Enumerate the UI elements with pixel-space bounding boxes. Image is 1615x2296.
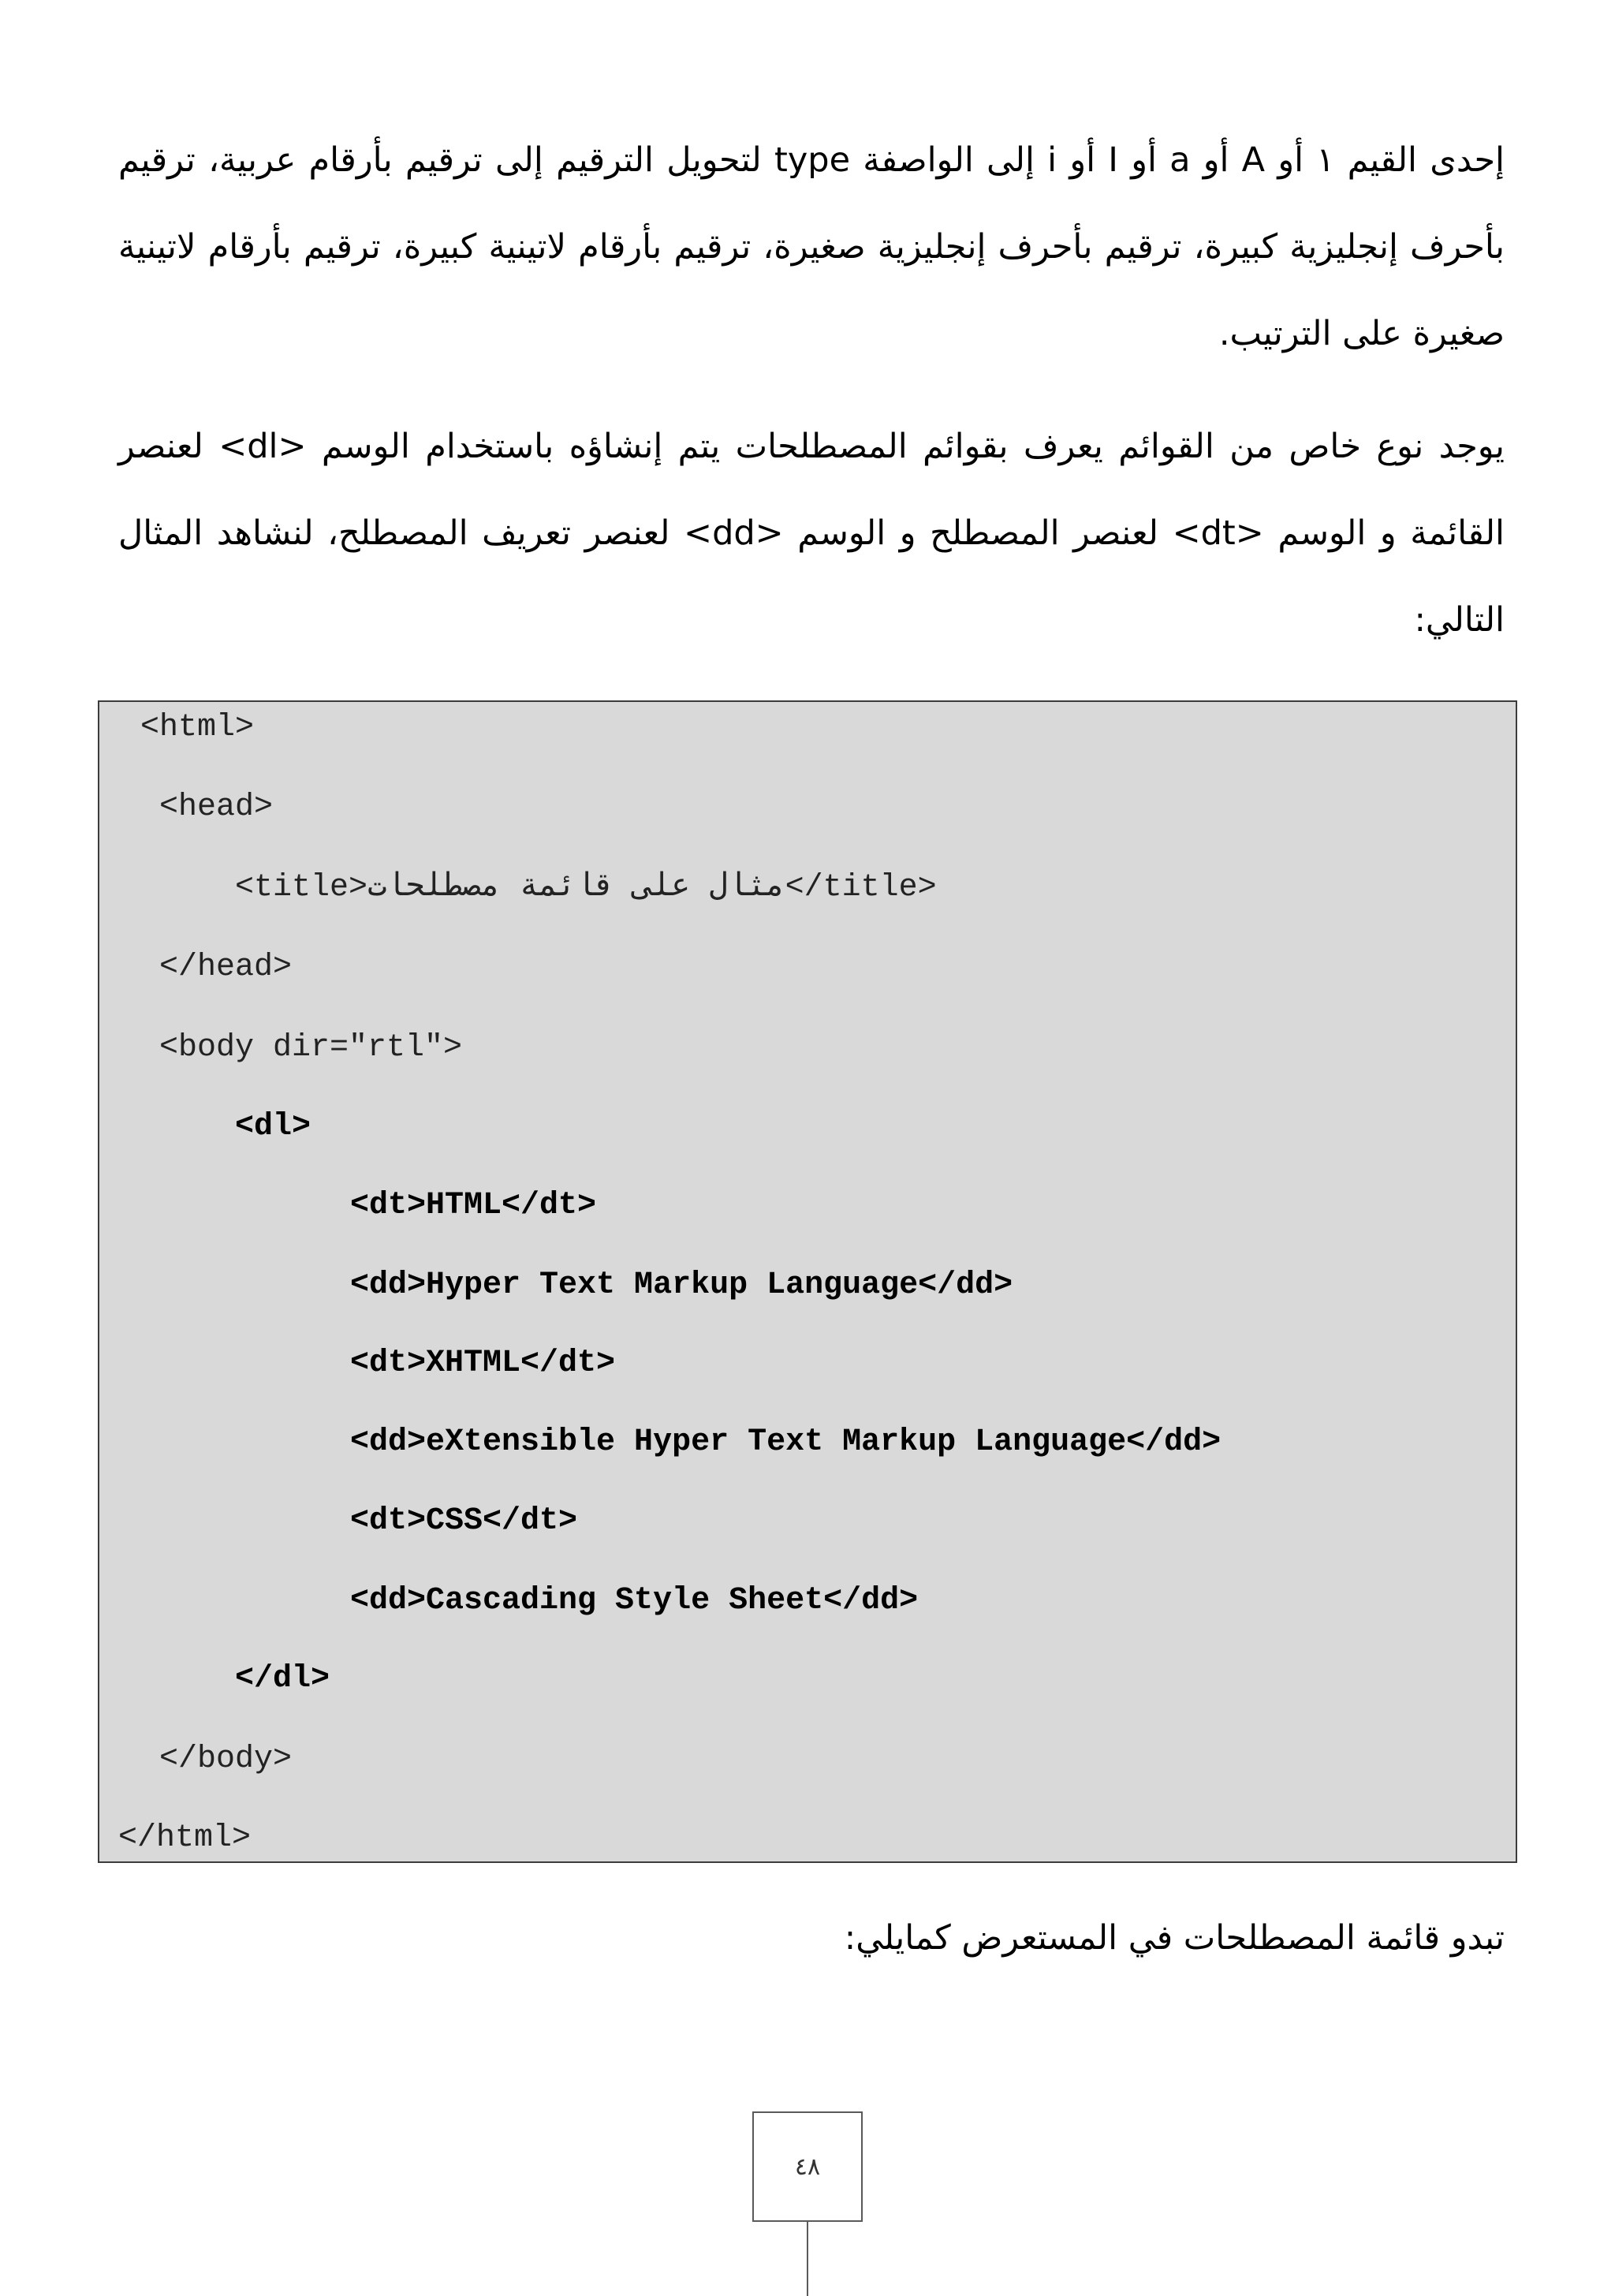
code-line: </dl>	[235, 1661, 330, 1697]
code-line: </head>	[159, 950, 293, 985]
paragraph-browser-view: تبدو قائمة المصطلحات في المستعرض كمايلي:	[844, 1918, 1505, 1958]
page-number-stem	[807, 2222, 808, 2296]
code-line: <html>	[140, 710, 255, 745]
paragraph-definition-lists: يوجد نوع خاص من القوائم يعرف بقوائم المصطلحات يتم إنشاؤه باستخدام الوسم <dl> لعنصر القائمة و الوسم <dt> لعنصر المصطلح و الوسم <dd> لعنصر تعريف المصطلح، لنشاهد المثال التالي:	[118, 427, 1505, 640]
code-line: <dd>Hyper Text Markup Language</dd>	[350, 1267, 1013, 1303]
code-example-box	[98, 700, 1517, 1863]
code-line: <dl>	[235, 1109, 311, 1144]
paragraph-numbering-values: إحدى القيم ١ أو A أو a أو I أو i إلى الواصفة type لتحويل الترقيم إلى ترقيم بأرقام عربية، ترقيم بأحرف إنجليزية كبيرة، ترقيم بأحرف إنجليزية صغيرة، ترقيم بأرقام لاتينية كبيرة، ترقيم بأرقام لاتينية صغيرة على الترتيب.	[118, 140, 1505, 353]
code-line: <dt>HTML</dt>	[350, 1188, 597, 1223]
code-line: <dt>XHTML</dt>	[350, 1346, 616, 1381]
code-line: </html>	[118, 1820, 252, 1856]
code-line: <dt>CSS</dt>	[350, 1503, 578, 1539]
code-line: <dd>eXtensible Hyper Text Markup Language</dd>	[350, 1424, 1222, 1460]
code-line: <dd>Cascading Style Sheet</dd>	[350, 1583, 919, 1618]
page-number: ٤٨	[752, 2111, 863, 2222]
code-line: <title>مثال على قائمة مصطلحات</title>	[235, 870, 937, 905]
code-line: <body dir="rtl">	[159, 1030, 463, 1066]
code-line: <head>	[159, 790, 274, 825]
code-line: </body>	[159, 1742, 293, 1777]
